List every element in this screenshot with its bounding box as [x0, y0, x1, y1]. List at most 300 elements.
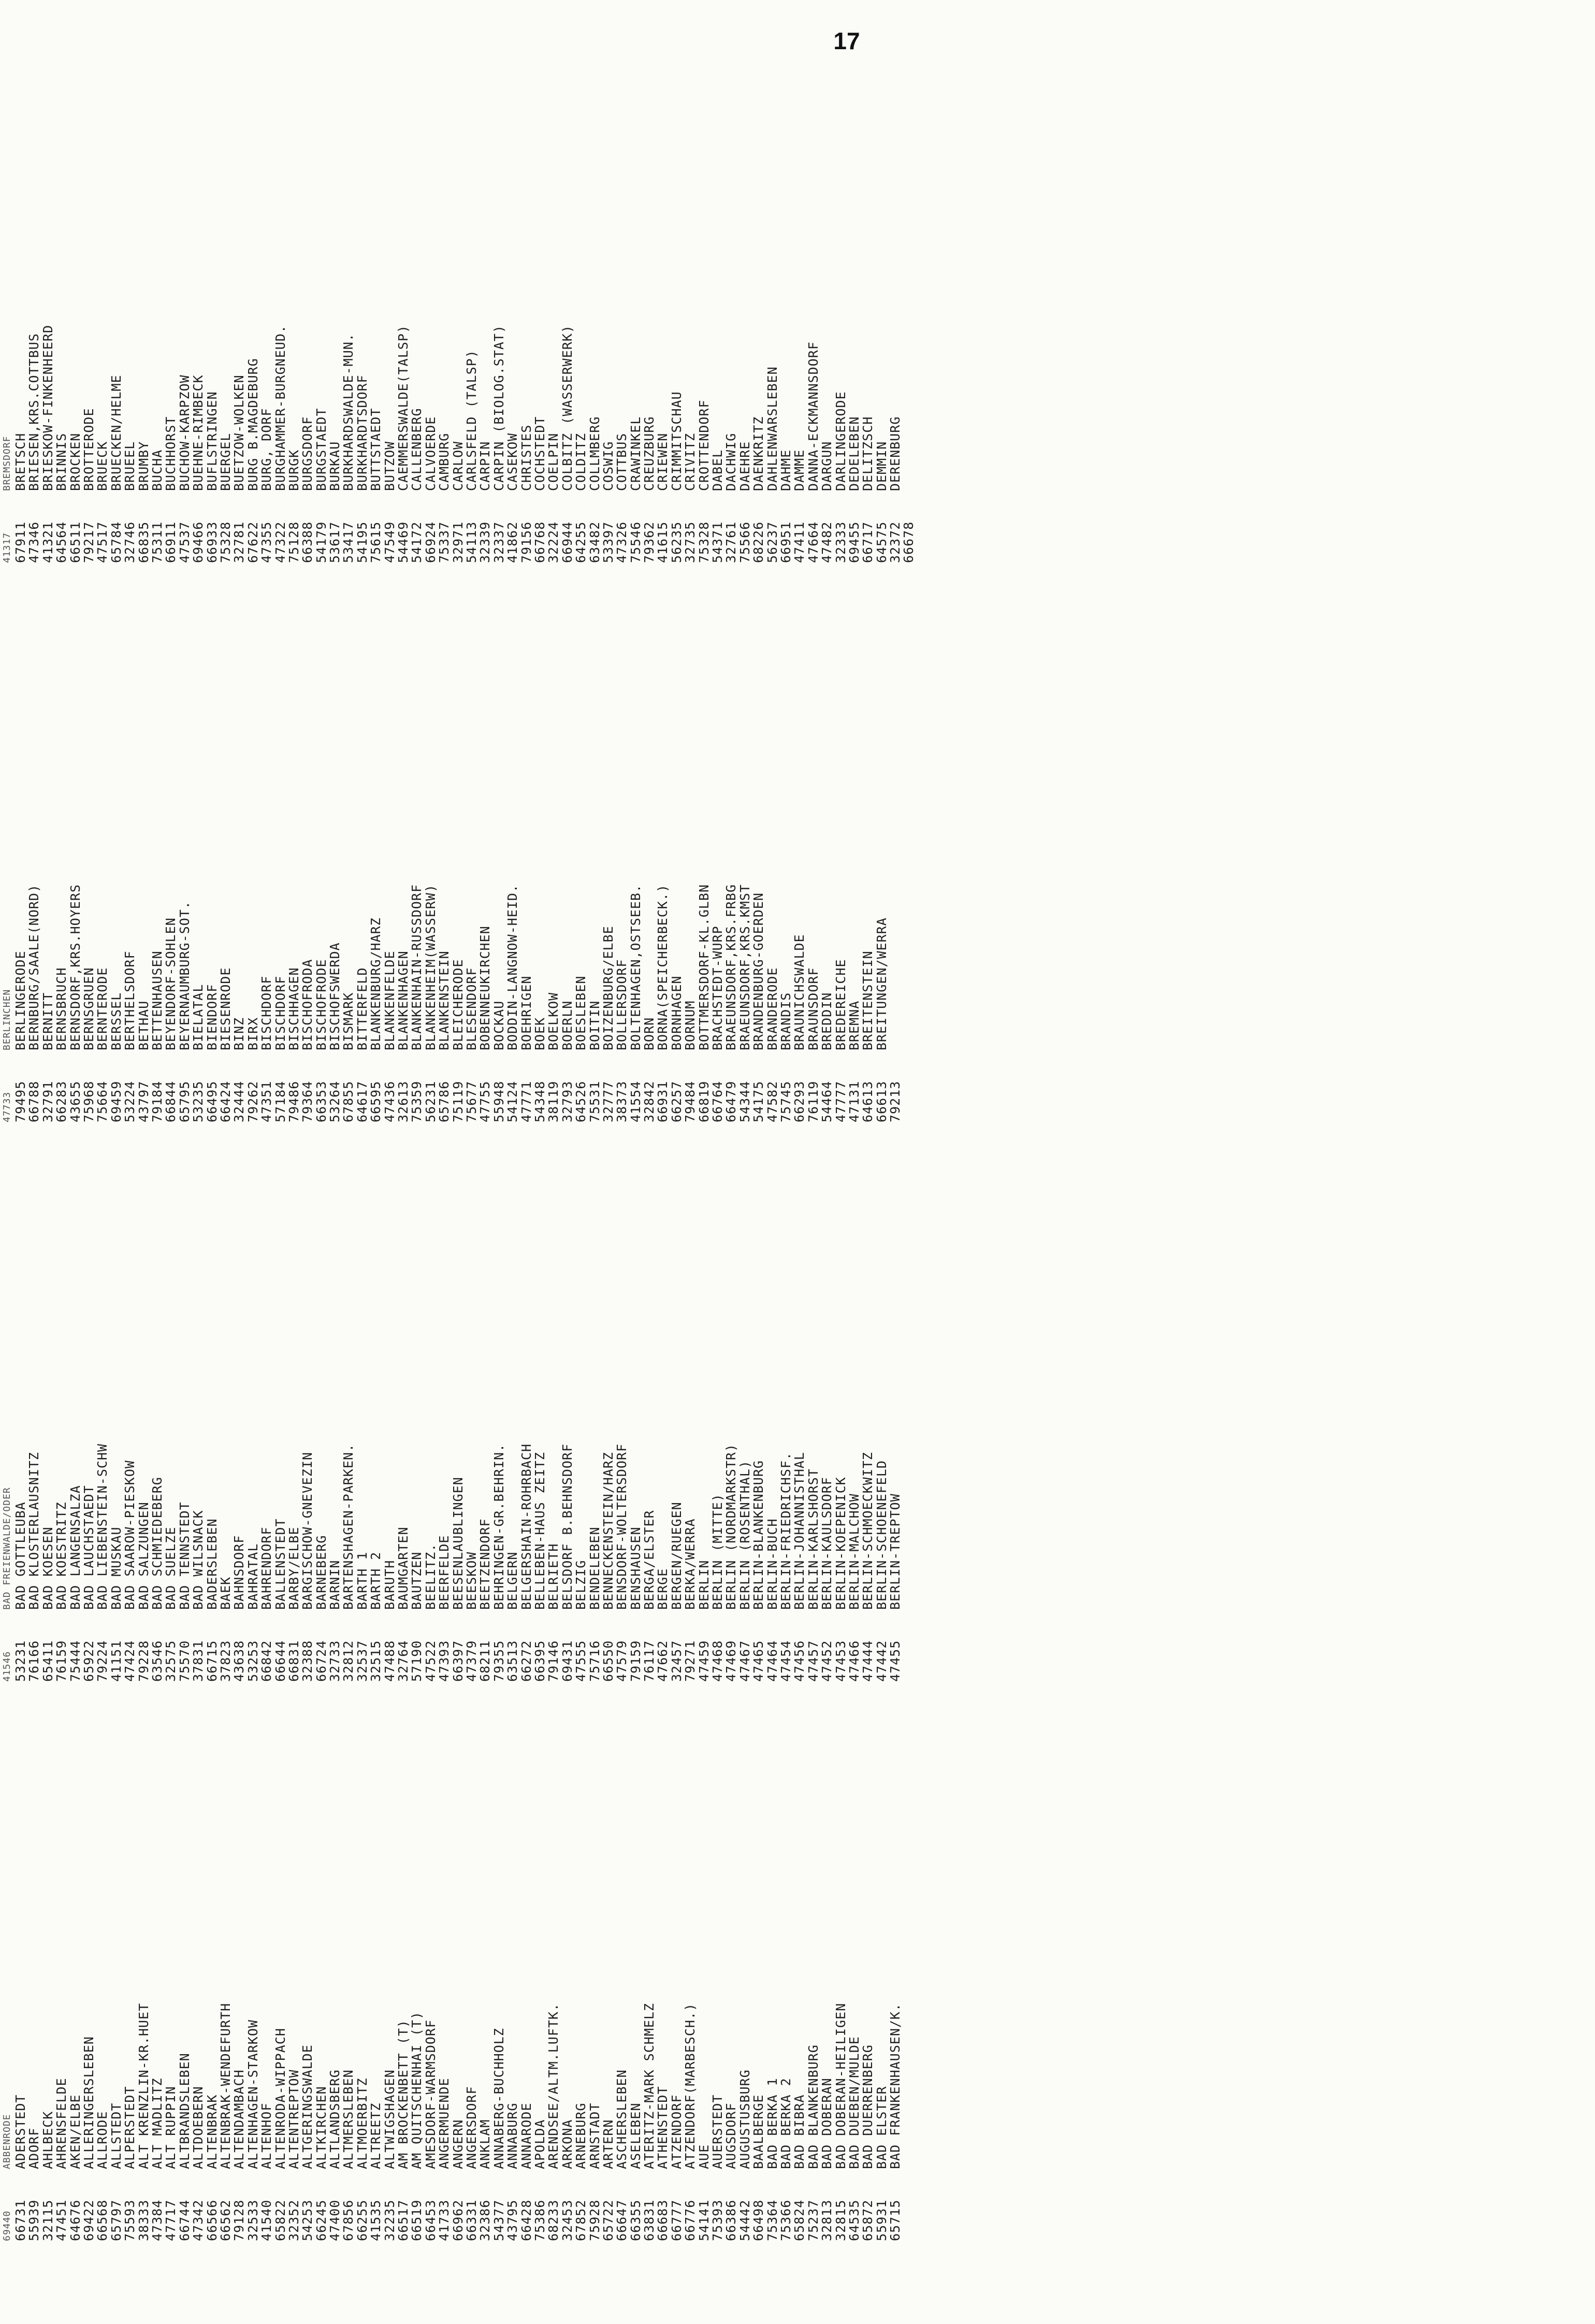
station-name: BAD LIEBENSTEIN-SCHW	[95, 1443, 110, 1610]
list-item	[55, 1112, 68, 1682]
station-code: 53617	[327, 521, 343, 563]
station-code: 54377	[491, 2199, 506, 2241]
list-item	[451, 1112, 465, 1682]
station-name: BETTENHAUSEN	[150, 950, 165, 1050]
list-item	[684, 1112, 697, 1682]
station-name: BERNSDORF,KRS.HOYERS	[67, 884, 83, 1050]
station-code: 47400	[327, 2199, 343, 2241]
list-item	[656, 1671, 670, 2241]
station-name: BARBY/ELBE	[286, 1526, 301, 1610]
station-name: ALTENDAMBACH	[231, 2069, 247, 2169]
station-code: 65872	[860, 2199, 876, 2241]
station-name: BRINNIS	[54, 432, 69, 491]
station-name: BAD SUELZE	[163, 1526, 179, 1610]
station-name: BAUMGARTEN	[396, 1526, 411, 1610]
list-item	[41, 553, 54, 1122]
list-item	[629, 0, 642, 563]
list-item	[259, 1112, 273, 1682]
station-code: 47455	[888, 1640, 903, 1682]
station-name: ALTENHAGEN-STARKOW	[245, 2019, 260, 2169]
station-code: 67856	[341, 2199, 356, 2241]
station-name: BAD BLANKENBURG	[805, 2044, 821, 2169]
list-item	[178, 0, 191, 563]
list-item	[438, 0, 451, 563]
list-item	[424, 1112, 437, 1682]
list-item	[287, 0, 300, 563]
station-name: ALPERSTEDT	[122, 2086, 138, 2169]
station-name: BERKA/WERRA	[683, 1518, 698, 1610]
list-item	[355, 1671, 369, 2241]
station-code: 66519	[409, 2199, 425, 2241]
station-code: 32812	[341, 1640, 356, 1682]
station-name: COTTBUS	[614, 432, 630, 491]
station-code: 32339	[477, 521, 493, 563]
station-code: 65824	[792, 2199, 807, 2241]
list-item	[233, 1112, 246, 1682]
list-item	[369, 1112, 383, 1682]
list-item	[533, 1671, 546, 2241]
station-name: AUE	[696, 2144, 712, 2169]
station-name: BRUEEL	[122, 441, 138, 491]
station-code: 65822	[272, 2199, 288, 2241]
list-item	[246, 1112, 259, 1682]
station-code: 65786	[437, 1080, 452, 1122]
station-name: BERLIN-BLANKENBURG	[751, 1460, 766, 1610]
station-name: BISCHDORF	[259, 975, 274, 1050]
station-code: 47522	[423, 1640, 438, 1682]
station-name: ANGERSDORF	[463, 2086, 479, 2169]
list-item	[465, 1112, 478, 1682]
station-name: COELPIN	[546, 432, 561, 491]
list-item	[711, 1112, 724, 1682]
list-item	[109, 553, 123, 1122]
station-name: CAMBURG	[437, 432, 452, 491]
list-item	[861, 1112, 875, 1682]
station-name: BARTH 2	[368, 1551, 384, 1610]
station-code: 47457	[805, 1640, 821, 1682]
station-name: DEDELEBEN	[846, 416, 862, 491]
station-code: 64617	[354, 1080, 370, 1122]
list-item	[505, 553, 519, 1122]
station-name: BURKAU	[327, 441, 343, 491]
list-item	[820, 1112, 833, 1682]
station-name: BEELITZ.	[423, 1543, 438, 1610]
station-name: BARTH 1	[354, 1551, 370, 1610]
list-item	[150, 1112, 164, 1682]
list-item	[533, 1112, 546, 1682]
station-code: 32781	[231, 521, 247, 563]
list-item	[233, 1671, 246, 2241]
station-code: 47777	[833, 1080, 848, 1122]
station-code: 79486	[286, 1080, 301, 1122]
station-name: DAMME	[792, 449, 807, 491]
station-code: 75531	[587, 1080, 602, 1122]
station-code: 66386	[723, 2199, 739, 2241]
station-code: 54371	[710, 521, 726, 563]
station-code: 47451	[54, 2199, 69, 2241]
list-item	[287, 1112, 300, 1682]
station-code: 75366	[778, 2199, 793, 2241]
list-item	[847, 1671, 861, 2241]
station-code: 66550	[600, 1640, 616, 1682]
station-name: BERNITT	[40, 992, 55, 1050]
station-code: 75716	[587, 1640, 602, 1682]
station-name: ALTMERSLEBEN	[341, 2069, 356, 2169]
station-name: BERTHELSDORF	[122, 950, 138, 1050]
station-code: 38333	[136, 2199, 151, 2241]
station-name: BAD KLOSTERLAUSNITZ	[26, 1452, 42, 1610]
station-code: 54175	[751, 1080, 766, 1122]
list-item	[355, 1112, 369, 1682]
list-item	[724, 1112, 738, 1682]
station-name: BLANKENFELDE	[382, 950, 397, 1050]
list-item	[751, 553, 765, 1122]
list-item	[314, 1112, 328, 1682]
station-code: 55948	[491, 1080, 506, 1122]
station-code: 79484	[683, 1080, 698, 1122]
station-name: BAD LANGENSALZA	[67, 1485, 83, 1610]
station-name: BERLIN	[696, 1560, 712, 1610]
station-code: 32333	[833, 521, 848, 563]
station-code: 76166	[26, 1640, 42, 1682]
list-item	[519, 553, 533, 1122]
station-name: BERNSBRUCH	[54, 967, 69, 1050]
station-code: 79156	[518, 521, 534, 563]
station-name: ADORF	[26, 2127, 42, 2169]
station-code: 79184	[150, 1080, 165, 1122]
station-code: 79128	[231, 2199, 247, 2241]
station-name: ALTENTREPTOW	[286, 2069, 301, 2169]
station-name: CARLOW	[450, 441, 466, 491]
station-name: CASEKOW	[505, 432, 520, 491]
list-item	[465, 553, 478, 1122]
station-name: ATZENDORF(MARBESCH.)	[683, 2002, 698, 2169]
station-code: 41862	[505, 521, 520, 563]
list-item	[670, 1671, 683, 2241]
list-item	[574, 1671, 587, 2241]
station-name: BOLTENHAGEN,OSTSEEB.	[628, 884, 643, 1050]
station-code: 66962	[450, 2199, 466, 2241]
station-name: BLANKENHEIM(WASSERW)	[423, 884, 438, 1050]
station-code: 47662	[655, 1640, 671, 1682]
station-name: CALLENBERG	[409, 408, 425, 491]
list-item	[287, 1671, 300, 2241]
station-code: 66255	[354, 2199, 370, 2241]
station-code: 68211	[477, 1640, 493, 1682]
station-name: BOERLN	[559, 1000, 575, 1050]
list-item	[765, 1112, 779, 1682]
list-item	[629, 1112, 642, 1682]
list-item	[273, 0, 287, 563]
station-name: ANKLAM	[477, 2119, 493, 2169]
station-name: BISCHOFRODA	[300, 959, 315, 1050]
list-item	[629, 1671, 642, 2241]
list-item	[806, 0, 820, 563]
station-name: BAD BERKA 2	[778, 2077, 793, 2169]
list-item	[519, 1671, 533, 2241]
list-item	[314, 0, 328, 563]
list-item	[779, 1112, 792, 1682]
list-item	[861, 553, 875, 1122]
station-name: BAD LAUCHSTAEDT	[81, 1485, 97, 1610]
station-name: BURGSDORF	[300, 416, 315, 491]
list-item	[13, 1112, 27, 1682]
station-name: BERLINGERODE	[13, 950, 28, 1050]
list-item	[273, 1112, 287, 1682]
station-code: 38373	[614, 1080, 630, 1122]
station-code: 64526	[573, 1080, 589, 1122]
list-item	[191, 0, 205, 563]
station-name: COCHSTEDT	[532, 416, 547, 491]
list-item	[793, 0, 806, 563]
list-item	[96, 0, 109, 563]
list-item	[642, 1112, 656, 1682]
station-name: BREDEREICHE	[833, 959, 848, 1050]
list-item	[0, 0, 13, 563]
station-code: 69440	[1, 2210, 12, 2241]
station-code: 54348	[532, 1080, 547, 1122]
list-item	[82, 1671, 95, 2241]
station-code: 47482	[819, 521, 835, 563]
list-item	[219, 1671, 232, 2241]
station-name: DAHME	[778, 449, 793, 491]
list-item	[588, 1112, 601, 1682]
column-2	[0, 1112, 902, 1682]
station-code: 66355	[628, 2199, 643, 2241]
station-name: BAHRENDORF	[259, 1526, 274, 1610]
station-code: 43797	[136, 1080, 151, 1122]
station-name: BRUECK	[95, 441, 110, 491]
station-name: BERGA/ELSTER	[642, 1510, 657, 1610]
list-item	[150, 0, 164, 563]
list-item	[615, 1671, 629, 2241]
station-name: BRUMBY	[136, 441, 151, 491]
station-code: 65722	[600, 2199, 616, 2241]
station-name: BLANKENHAIN-RUSSDORF	[409, 884, 425, 1050]
station-code: 79364	[300, 1080, 315, 1122]
list-item	[410, 0, 424, 563]
list-item	[560, 1112, 574, 1682]
station-code: 75444	[67, 1640, 83, 1682]
station-code: 79146	[546, 1640, 561, 1682]
station-name: ALTREETZ	[368, 2102, 384, 2169]
station-code: 64676	[67, 2199, 83, 2241]
station-code: 47355	[259, 521, 274, 563]
list-item	[438, 1112, 451, 1682]
station-name: BENNECKENSTEIN/HARZ	[600, 1452, 616, 1610]
list-item	[369, 0, 383, 563]
station-code: 75393	[710, 2199, 726, 2241]
station-code: 65784	[108, 521, 124, 563]
list-item	[806, 553, 820, 1122]
list-item	[547, 0, 560, 563]
list-item	[424, 553, 437, 1122]
list-item	[205, 553, 219, 1122]
column-4	[0, 0, 916, 563]
station-code: 47464	[764, 1640, 780, 1682]
station-code: 32575	[163, 1640, 179, 1682]
station-name: BUEHNE-RIMBECK	[191, 374, 206, 491]
station-code: 47384	[150, 2199, 165, 2241]
station-name: BRACHSTEDT-WURP	[710, 926, 726, 1050]
list-item	[68, 553, 82, 1122]
station-code: 47424	[122, 1640, 138, 1682]
page-number: 17	[833, 27, 860, 54]
station-code: 79217	[81, 521, 97, 563]
list-item	[820, 553, 833, 1122]
station-name: BELSDORF B.BEHNSDORF	[559, 1443, 575, 1610]
list-item	[396, 1671, 410, 2241]
station-code: 32457	[669, 1640, 684, 1682]
station-name: BREMSDORF	[1, 436, 12, 491]
station-code: 54141	[696, 2199, 712, 2241]
station-code: 66911	[163, 521, 179, 563]
station-name: ATZENDORF	[669, 2094, 684, 2169]
list-item	[68, 1112, 82, 1682]
station-name: BREMNA	[846, 1000, 862, 1050]
station-name: BAD GOTTLEUBA	[13, 1502, 28, 1610]
station-name: BEETZENDORF	[477, 1518, 493, 1610]
station-code: 63513	[505, 1640, 520, 1682]
station-code: 75119	[450, 1080, 466, 1122]
list-item	[479, 1671, 492, 2241]
station-name: BIRX	[245, 1017, 260, 1050]
station-name: BOLLERSDORF	[614, 959, 630, 1050]
station-name: DAEHRE	[737, 441, 752, 491]
station-name: BLEICHERODE	[450, 959, 466, 1050]
station-code: 67622	[245, 521, 260, 563]
list-item	[751, 1671, 765, 2241]
station-name: BODDIN-LANGNOW-HEID.	[505, 884, 520, 1050]
station-code: 41151	[108, 1640, 124, 1682]
station-code: 63831	[642, 2199, 657, 2241]
list-item	[765, 553, 779, 1122]
station-code: 79355	[491, 1640, 506, 1682]
station-name: BEYERNAUMBURG-SOT.	[177, 901, 192, 1050]
station-code: 54113	[463, 521, 479, 563]
station-code: 66479	[723, 1080, 739, 1122]
list-item	[793, 553, 806, 1122]
list-item	[724, 553, 738, 1122]
station-code: 32791	[40, 1080, 55, 1122]
station-code: 54442	[737, 2199, 752, 2241]
station-code: 66353	[313, 1080, 329, 1122]
station-code: 65715	[888, 2199, 903, 2241]
list-item	[711, 0, 724, 563]
list-item	[547, 553, 560, 1122]
station-code: 66257	[669, 1080, 684, 1122]
station-code: 79362	[642, 521, 657, 563]
station-name: ANGERN	[450, 2119, 466, 2169]
station-code: 64564	[54, 521, 69, 563]
station-name: DARGUN	[819, 441, 835, 491]
station-code: 79159	[628, 1640, 643, 1682]
list-item	[465, 0, 478, 563]
station-code: 47342	[191, 2199, 206, 2241]
list-item	[779, 1671, 792, 2241]
list-item	[369, 1671, 383, 2241]
station-code: 32352	[286, 2199, 301, 2241]
station-name: BERNBURG/SAALE(NORD)	[26, 884, 42, 1050]
station-name: BENDELEBEN	[587, 1526, 602, 1610]
list-item	[670, 553, 683, 1122]
station-code: 75664	[95, 1080, 110, 1122]
station-name: CAEMMERSWALDE(TALSP)	[396, 324, 411, 491]
list-item	[383, 553, 396, 1122]
station-code: 66498	[751, 2199, 766, 2241]
station-name: BARTENSHAGEN-PARKEN.	[341, 1443, 356, 1610]
station-name: BAD DOBERAN-HEILIGEN	[833, 2002, 848, 2169]
list-item	[27, 0, 41, 563]
station-name: CARPIN (BIOLOG.STAT)	[491, 324, 506, 491]
list-item	[724, 1671, 738, 2241]
station-code: 47517	[95, 521, 110, 563]
station-name: ATHENSTEDT	[655, 2086, 671, 2169]
station-code: 55939	[26, 2199, 42, 2241]
station-code: 75546	[628, 521, 643, 563]
station-code: 32735	[683, 521, 698, 563]
station-name: BELGERN	[505, 1551, 520, 1610]
station-name: BISCHOFSWERDA	[327, 942, 343, 1050]
list-item	[670, 1112, 683, 1682]
station-name: DABEL	[710, 449, 726, 491]
list-item	[191, 1671, 205, 2241]
list-item	[41, 1671, 54, 2241]
station-name: DARLINGERODE	[833, 391, 848, 491]
list-item	[314, 1671, 328, 2241]
station-code: 54469	[396, 521, 411, 563]
station-name: BERLIN (NORDMARKSTR)	[723, 1443, 739, 1610]
list-item	[27, 1671, 41, 2241]
list-item	[355, 0, 369, 563]
list-item	[656, 1112, 670, 1682]
station-name: BOEHRIGEN	[518, 975, 534, 1050]
list-item	[465, 1671, 478, 2241]
station-name: BRAEUNSDORF,KRS.FRBG	[723, 884, 739, 1050]
station-name: ALTBRANDSLEBEN	[177, 2053, 192, 2169]
station-code: 69431	[559, 1640, 575, 1682]
station-name: BOELKOW	[546, 992, 561, 1050]
list-item	[574, 0, 587, 563]
station-code: 67911	[13, 521, 28, 563]
station-name: BAHRATAL	[245, 1543, 260, 1610]
station-code: 66613	[874, 1080, 889, 1122]
station-name: AHRENSFELDE	[54, 2077, 69, 2169]
list-item	[68, 1671, 82, 2241]
station-name: BORNUM	[683, 1000, 698, 1050]
list-item	[738, 1671, 751, 2241]
list-item	[861, 1671, 875, 2241]
station-code: 75337	[437, 521, 452, 563]
list-item	[205, 0, 219, 563]
station-code: 66595	[368, 1080, 384, 1122]
station-name: BAD MUSKAU	[108, 1526, 124, 1610]
list-item	[137, 1671, 150, 2241]
station-name: BENSHAUSEN	[628, 1526, 643, 1610]
station-name: BERLIN (ROSENTHAL)	[737, 1460, 752, 1610]
station-name: BREITENSTEIN	[860, 950, 876, 1050]
list-item	[301, 0, 314, 563]
station-name: BISMARK	[341, 992, 356, 1050]
station-code: 54124	[505, 1080, 520, 1122]
station-name: BERSSEL	[108, 992, 124, 1050]
station-name: CARLSFELD (TALSP)	[463, 350, 479, 491]
station-code: 66562	[218, 2199, 233, 2241]
list-item	[164, 1671, 178, 2241]
station-name: BORN	[642, 1017, 657, 1050]
station-code: 66424	[218, 1080, 233, 1122]
list-item	[55, 553, 68, 1122]
